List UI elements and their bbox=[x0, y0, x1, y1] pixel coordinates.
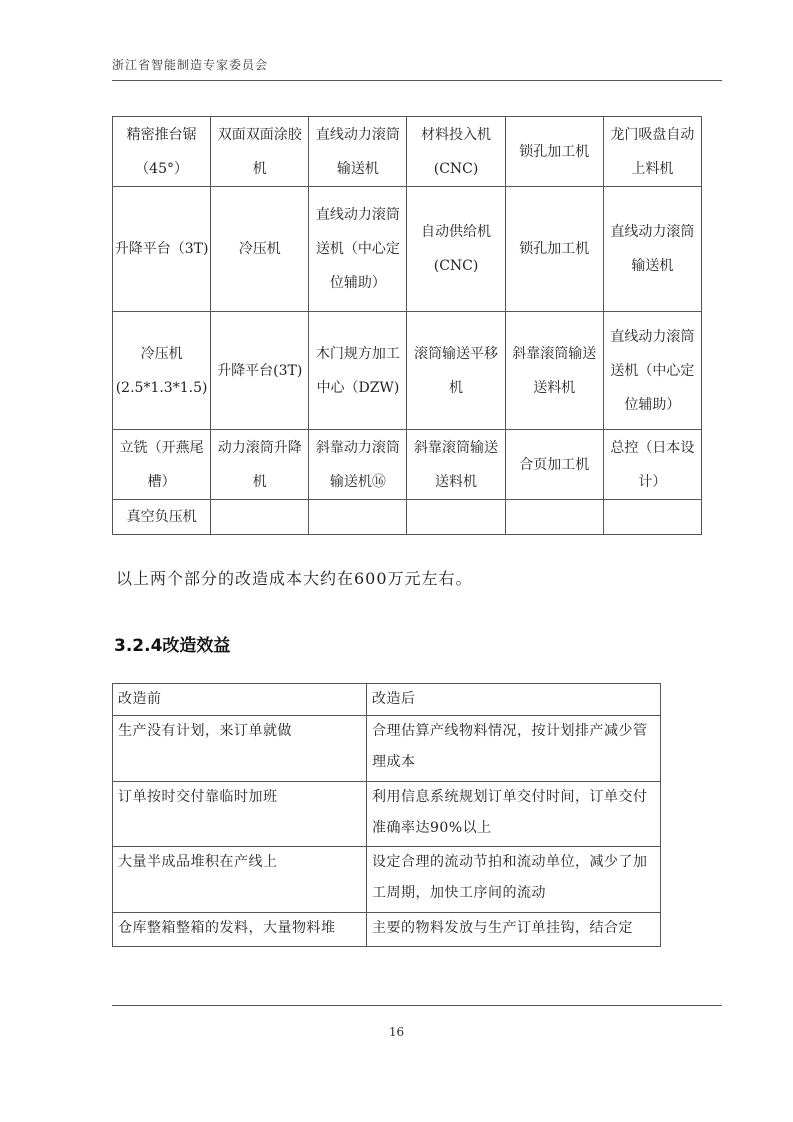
table-cell: 主要的物料发放与生产订单挂钩，结合定 bbox=[367, 913, 661, 947]
table-cell: 材料投入机(CNC) bbox=[407, 117, 505, 187]
table-cell bbox=[407, 500, 505, 535]
benefit-table bbox=[112, 683, 661, 947]
table-cell: 滚筒输送平移机 bbox=[407, 312, 505, 430]
table-row bbox=[113, 716, 661, 782]
table-header-row bbox=[113, 684, 661, 716]
table-row bbox=[113, 430, 702, 500]
table-cell: 订单按时交付靠临时加班 bbox=[113, 782, 367, 847]
table-cell: 大量半成品堆积在产线上 bbox=[113, 847, 367, 913]
table-cell: 生产没有计划，来订单就做 bbox=[113, 716, 367, 782]
cost-paragraph: 以上两个部分的改造成本大约在600万元左右。 bbox=[116, 569, 473, 588]
section-heading: 3.2.4改造效益 bbox=[114, 636, 231, 656]
footer-divider bbox=[112, 1005, 722, 1006]
table-cell: 合理估算产线物料情况，按计划排产减少管理成本 bbox=[367, 716, 661, 782]
table-row bbox=[113, 187, 702, 312]
table-cell: 双面双面涂胶机 bbox=[211, 117, 309, 187]
table-row bbox=[113, 500, 702, 535]
table-cell: 锁孔加工机 bbox=[505, 187, 603, 312]
table-cell: 升降平台(3T) bbox=[211, 312, 309, 430]
column-header-after: 改造后 bbox=[367, 684, 661, 716]
table-row bbox=[113, 782, 661, 847]
header-divider bbox=[112, 80, 722, 81]
table-cell: 木门规方加工中心（DZW) bbox=[309, 312, 407, 430]
column-header-before: 改造前 bbox=[113, 684, 367, 716]
table-cell: 斜靠滚筒输送送料机 bbox=[505, 312, 603, 430]
document-header: 浙江省智能制造专家委员会 bbox=[112, 58, 269, 72]
table-cell: 直线动力滚筒送机（中心定位辅助） bbox=[309, 187, 407, 312]
table-cell: 冷压机 bbox=[211, 187, 309, 312]
table-cell: 斜靠滚筒输送送料机 bbox=[407, 430, 505, 500]
table-cell bbox=[603, 500, 701, 535]
table-cell: 动力滚筒升降机 bbox=[211, 430, 309, 500]
table-row bbox=[113, 117, 702, 187]
table-cell: 自动供给机(CNC) bbox=[407, 187, 505, 312]
table-row bbox=[113, 913, 661, 947]
table-cell: 总控（日本设计） bbox=[603, 430, 701, 500]
table-cell: 合页加工机 bbox=[505, 430, 603, 500]
table-cell: 设定合理的流动节拍和流动单位，减少了加工周期，加快工序间的流动 bbox=[367, 847, 661, 913]
table-cell: 真空负压机 bbox=[113, 500, 211, 535]
table-cell: 锁孔加工机 bbox=[505, 117, 603, 187]
table-cell: 直线动力滚筒送机（中心定位辅助） bbox=[603, 312, 701, 430]
table-cell: 斜靠动力滚筒输送机⑯ bbox=[309, 430, 407, 500]
table-row bbox=[113, 847, 661, 913]
page-number: 16 bbox=[388, 1025, 405, 1039]
table-cell: 仓库整箱整箱的发料，大量物料堆 bbox=[113, 913, 367, 947]
table-cell: 直线动力滚筒输送机 bbox=[603, 187, 701, 312]
table-cell: 龙门吸盘自动上料机 bbox=[603, 117, 701, 187]
table-cell: 利用信息系统规划订单交付时间，订单交付准确率达90%以上 bbox=[367, 782, 661, 847]
table-cell: 直线动力滚筒输送机 bbox=[309, 117, 407, 187]
equipment-table bbox=[112, 116, 702, 535]
table-cell: 立铣（开燕尾槽） bbox=[113, 430, 211, 500]
table-cell: 升降平台（3T) bbox=[113, 187, 211, 312]
table-cell: 冷压机(2.5*1.3*1.5) bbox=[113, 312, 211, 430]
table-cell bbox=[505, 500, 603, 535]
table-cell bbox=[211, 500, 309, 535]
table-cell bbox=[309, 500, 407, 535]
table-row bbox=[113, 312, 702, 430]
table-cell: 精密推台锯（45°） bbox=[113, 117, 211, 187]
